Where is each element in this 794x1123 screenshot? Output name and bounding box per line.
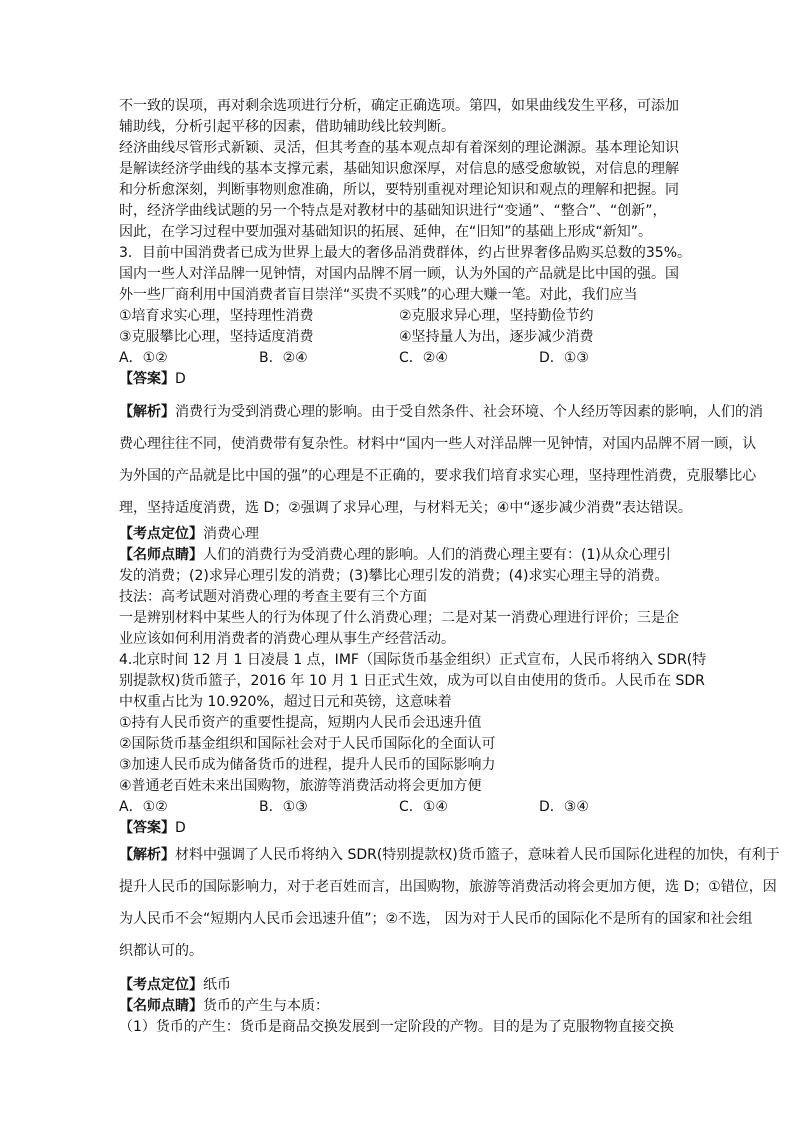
option-a: A．①② [119, 799, 168, 815]
statement-3: ③克服攀比心理，坚持适度消费 [119, 329, 314, 345]
statement-row [119, 327, 679, 348]
option-c: C．①④ [399, 799, 448, 815]
intro-line: 经济曲线尽管形式新颖、灵活，但其考查的基本观点却有着深刻的理论渊源。基本理论知识 [119, 140, 679, 156]
intro-line: 时，经济学曲线试题的另一个特点是对教材中的基础知识进行“变通”、“整合”、“创新”， [119, 203, 667, 219]
analysis-line: 理，坚持适度消费，选 D；②强调了求异心理，与材料无关；④中“逐步减少消费”表达错误。 [119, 500, 692, 516]
location-label: 【考点定位】 [119, 977, 203, 993]
answer-options [119, 348, 679, 369]
tips-line: 一是辨别材料中某些人的行为体现了什么消费心理；二是对某一消费心理进行评价；三是企 [119, 610, 679, 626]
option-b: B．①③ [259, 799, 308, 815]
analysis-line: 为外国的产品就是比中国的强”的心理是不正确的，要求我们培育求实心理，坚持理性消费，克服攀比心 [119, 468, 757, 484]
statement-4: ④坚持量人为出，逐步减少消费 [399, 329, 594, 345]
analysis-block [119, 396, 763, 524]
tips-line: 技法：高考试题对消费心理的考查主要有三个方面 [119, 589, 427, 605]
location-value: 消费心理 [203, 526, 259, 542]
question-stem-line: 中权重占比为 10.920%，超过日元和英镑，这意味着 [119, 694, 452, 710]
question-stem-line: 3．目前中国消费者已成为世界上最大的奢侈品消费群体，约占世界奢侈品购买总数的35%。 [119, 245, 692, 261]
location-label: 【考点定位】 [119, 526, 203, 542]
analysis-block [119, 839, 780, 967]
option-c: C．②④ [399, 350, 448, 366]
analysis-line [119, 839, 780, 871]
tips-line: 发的消费；(2)求异心理引发的消费；(3)攀比心理引发的消费；(4)求实心理主导的消费。 [119, 568, 669, 584]
intro-line: 辅助线，分析引起平移的因素，借助辅助线比较判断。 [119, 119, 455, 135]
answer-line [119, 369, 679, 390]
statement-1: ①持有人民币资产的重要性提高，短期内人民币会迅速升值 [119, 715, 482, 731]
answer-label: 【答案】 [119, 371, 175, 387]
analysis-line [119, 396, 763, 428]
question-4 [119, 650, 780, 1038]
analysis-label: 【解析】 [119, 847, 175, 863]
statement-2: ②国际货币基金组织和国际社会对于人民币国际化的全面认可 [119, 736, 496, 752]
statement-4: ④普通老百姓未来出国购物，旅游等消费活动将会更加方便 [119, 778, 482, 794]
tips-label: 【名师点睛】 [119, 547, 203, 563]
intro-paragraph [119, 96, 679, 243]
answer-line [119, 818, 679, 839]
tips-line: 业应该如何利用消费者的消费心理从事生产经营活动。 [119, 631, 455, 647]
location-line [119, 975, 679, 996]
intro-line: 和分析愈深刻，判断事物则愈准确，所以，要特别重视对理论知识和观点的理解和把握。同 [119, 182, 679, 198]
tips-line: （1）货币的产生：货币是商品交换发展到一定阶段的产物。目的是为了克服物物直接交换 [119, 1019, 674, 1035]
answer-value: D [175, 371, 186, 387]
question-stem-line: 国内一些人对洋品牌一见钟情，对国内品牌不屑一顾，认为外国的产品就是比中国的强。国 [119, 266, 679, 282]
tips-block [119, 545, 679, 650]
question-stem-line: 外一些厂商利用中国消费者盲目崇洋“买贵不买贱”的心理大赚一笔。对此，我们应当 [119, 287, 638, 303]
statement-3: ③加速人民币成为储备货币的进程，提升人民币的国际影响力 [119, 757, 496, 773]
answer-label: 【答案】 [119, 820, 175, 836]
analysis-line: 费心理往往不同，使消费带有复杂性。材料中“国内一些人对洋品牌一见钟情，对国内品牌不屑一顾，认 [119, 436, 757, 452]
intro-line: 因此，在学习过程中要加强对基础知识的拓展、延伸，在“旧知”的基础上形成“新知”。 [119, 224, 653, 240]
tips-text: 货币的产生与本质： [203, 998, 329, 1014]
analysis-text: 消费行为受到消费心理的影响。由于受自然条件、社会环境、个人经历等因素的影响，人们的消 [175, 404, 763, 420]
statement-2: ②克服求异心理，坚持勤俭节约 [399, 308, 594, 324]
option-a: A．①② [119, 350, 168, 366]
analysis-text: 材料中强调了人民币将纳入 SDR(特别提款权)货币篮子，意味着人民币国际化进程的加快，有利于 [175, 847, 780, 863]
option-b: B．②④ [259, 350, 308, 366]
intro-line: 是解读经济学曲线的基本支撑元素，基础知识愈深厚，对信息的感受愈敏锐，对信息的理解 [119, 161, 679, 177]
location-line [119, 524, 679, 545]
tips-block [119, 996, 679, 1038]
analysis-label: 【解析】 [119, 404, 175, 420]
tips-line [119, 545, 679, 566]
question-stem-line: 别提款权)货币篮子，2016 年 10 月 1 日正式生效，成为可以自由使用的货币。人民币在 SDR [119, 673, 705, 689]
analysis-line: 提升人民币的国际影响力，对于老百姓而言，出国购物，旅游等消费活动将会更加方便，选 D；①错位，因 [119, 879, 777, 895]
tips-line [119, 996, 679, 1017]
analysis-line: 织都认可的。 [119, 943, 203, 959]
intro-line: 不一致的误项，再对剩余选项进行分析，确定正确选项。第四，如果曲线发生平移，可添加 [119, 98, 679, 114]
option-d: D．①③ [539, 350, 589, 366]
location-value: 纸币 [203, 977, 231, 993]
tips-text: 人们的消费行为受消费心理的影响。人们的消费心理主要有：(1)从众心理引 [203, 547, 671, 563]
option-d: D．③④ [539, 799, 589, 815]
tips-label: 【名师点睛】 [119, 998, 203, 1014]
document-page [119, 96, 780, 1038]
analysis-line: 为人民币不会“短期内人民币会迅速升值”；②不选， 因为对于人民币的国际化不是所有的国家和社会组 [119, 911, 753, 927]
answer-value: D [175, 820, 186, 836]
statement-row [119, 306, 679, 327]
answer-options [119, 797, 679, 818]
question-stem-line: 4.北京时间 12 月 1 日凌晨 1 点，IMF（国际货币基金组织）正式宣布，人民币将纳入 SDR(特 [119, 652, 707, 668]
question-3 [119, 243, 763, 650]
statement-1: ①培育求实心理，坚持理性消费 [119, 308, 314, 324]
